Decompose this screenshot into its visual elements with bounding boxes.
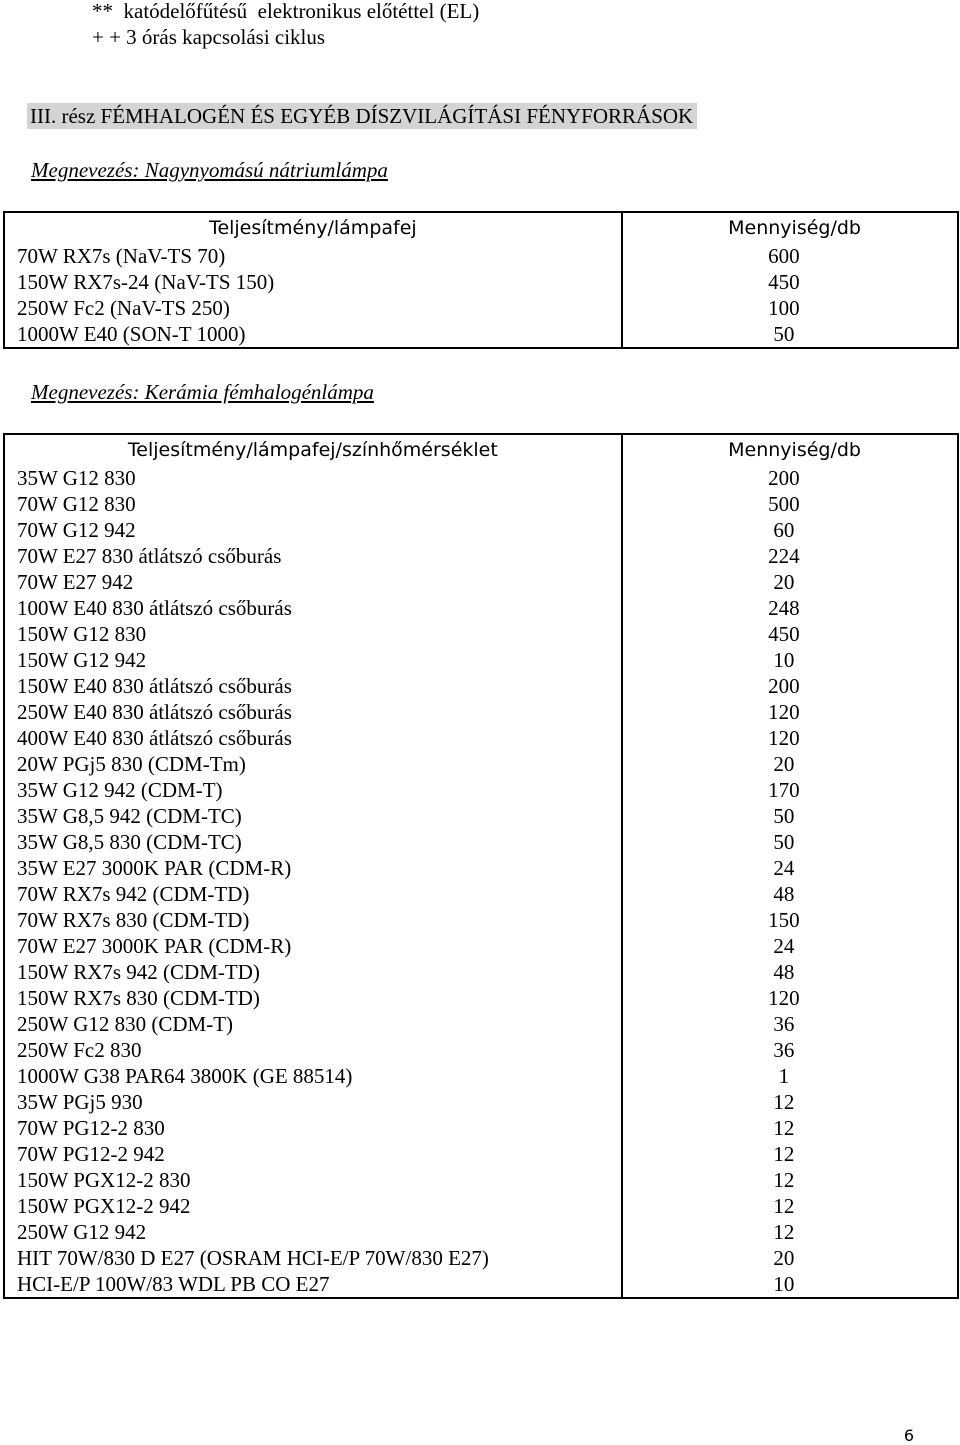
sodium-lamp-title: Megnevezés: Nagynyomású nátriumlámpa — [31, 158, 388, 182]
quantity-cell: 20 — [622, 1245, 958, 1271]
lamp-spec-cell: 250W E40 830 átlátszó csőburás — [4, 699, 622, 725]
lamp-spec-cell: HCI-E/P 100W/83 WDL PB CO E27 — [4, 1271, 622, 1298]
table-row — [4, 985, 958, 1011]
quantity-cell: 248 — [622, 595, 958, 621]
table-row — [4, 543, 958, 569]
column-header-quantity: Mennyiség/db — [622, 212, 958, 243]
table-row — [4, 777, 958, 803]
table-row — [4, 621, 958, 647]
table-header-row — [4, 434, 958, 465]
lamp-spec-cell: 35W G8,5 942 (CDM-TC) — [4, 803, 622, 829]
quantity-cell: 20 — [622, 751, 958, 777]
quantity-cell: 50 — [622, 321, 958, 348]
lamp-spec-cell: 35W PGj5 930 — [4, 1089, 622, 1115]
quantity-cell: 10 — [622, 1271, 958, 1298]
quantity-cell: 60 — [622, 517, 958, 543]
lamp-spec-cell: 150W RX7s 942 (CDM-TD) — [4, 959, 622, 985]
table-row — [4, 855, 958, 881]
lamp-spec-cell: 20W PGj5 830 (CDM-Tm) — [4, 751, 622, 777]
lamp-spec-cell: 70W RX7s 942 (CDM-TD) — [4, 881, 622, 907]
lamp-spec-cell: 70W E27 830 átlátszó csőburás — [4, 543, 622, 569]
quantity-cell: 12 — [622, 1141, 958, 1167]
quantity-cell: 500 — [622, 491, 958, 517]
lamp-spec-cell: 150W RX7s 830 (CDM-TD) — [4, 985, 622, 1011]
table-row — [4, 491, 958, 517]
table-row — [4, 269, 958, 295]
quantity-cell: 12 — [622, 1089, 958, 1115]
quantity-cell: 20 — [622, 569, 958, 595]
quantity-cell: 36 — [622, 1011, 958, 1037]
lamp-spec-cell: 1000W G38 PAR64 3800K (GE 88514) — [4, 1063, 622, 1089]
table-row — [4, 959, 958, 985]
quantity-cell: 120 — [622, 985, 958, 1011]
lamp-spec-cell: 70W RX7s 830 (CDM-TD) — [4, 907, 622, 933]
quantity-cell: 200 — [622, 673, 958, 699]
table-row — [4, 699, 958, 725]
lamp-spec-cell: 70W PG12-2 942 — [4, 1141, 622, 1167]
column-header-quantity: Mennyiség/db — [622, 434, 958, 465]
lamp-spec-cell: 150W PGX12-2 942 — [4, 1193, 622, 1219]
lamp-spec-cell: 150W RX7s-24 (NaV-TS 150) — [4, 269, 622, 295]
lamp-spec-cell: 250W G12 830 (CDM-T) — [4, 1011, 622, 1037]
table-row — [4, 1219, 958, 1245]
quantity-cell: 120 — [622, 725, 958, 751]
lamp-spec-cell: 35W E27 3000K PAR (CDM-R) — [4, 855, 622, 881]
lamp-spec-cell: 35W G8,5 830 (CDM-TC) — [4, 829, 622, 855]
lamp-spec-cell: 70W G12 942 — [4, 517, 622, 543]
ceramic-lamp-table — [3, 433, 959, 1299]
table-row — [4, 881, 958, 907]
quantity-cell: 24 — [622, 933, 958, 959]
table-row — [4, 803, 958, 829]
lamp-spec-cell: 35W G12 942 (CDM-T) — [4, 777, 622, 803]
lamp-spec-cell: 250W G12 942 — [4, 1219, 622, 1245]
table-row — [4, 517, 958, 543]
table-row — [4, 1167, 958, 1193]
table-row — [4, 907, 958, 933]
quantity-cell: 48 — [622, 959, 958, 985]
table-row — [4, 829, 958, 855]
ceramic-lamp-title: Megnevezés: Kerámia fémhalogénlámpa — [31, 380, 374, 404]
lamp-spec-cell: 400W E40 830 átlátszó csőburás — [4, 725, 622, 751]
table-row — [4, 933, 958, 959]
lamp-spec-cell: 250W Fc2 830 — [4, 1037, 622, 1063]
lamp-spec-cell: 70W E27 3000K PAR (CDM-R) — [4, 933, 622, 959]
lamp-spec-cell: 35W G12 830 — [4, 465, 622, 491]
lamp-spec-cell: 150W E40 830 átlátszó csőburás — [4, 673, 622, 699]
quantity-cell: 200 — [622, 465, 958, 491]
quantity-cell: 12 — [622, 1115, 958, 1141]
quantity-cell: 150 — [622, 907, 958, 933]
table-row — [4, 243, 958, 269]
table-row — [4, 1115, 958, 1141]
lamp-spec-cell: 250W Fc2 (NaV-TS 250) — [4, 295, 622, 321]
lamp-spec-cell: 150W G12 942 — [4, 647, 622, 673]
table-row — [4, 1245, 958, 1271]
lamp-spec-cell: 70W PG12-2 830 — [4, 1115, 622, 1141]
table-row — [4, 569, 958, 595]
quantity-cell: 12 — [622, 1193, 958, 1219]
table-row — [4, 1063, 958, 1089]
quantity-cell: 36 — [622, 1037, 958, 1063]
table-row — [4, 321, 958, 348]
table-row — [4, 1193, 958, 1219]
quantity-cell: 50 — [622, 829, 958, 855]
quantity-cell: 120 — [622, 699, 958, 725]
table-header-row — [4, 212, 958, 243]
table-row — [4, 1011, 958, 1037]
quantity-cell: 450 — [622, 621, 958, 647]
quantity-cell: 48 — [622, 881, 958, 907]
lamp-spec-cell: 150W G12 830 — [4, 621, 622, 647]
quantity-cell: 12 — [622, 1167, 958, 1193]
quantity-cell: 170 — [622, 777, 958, 803]
table-row — [4, 647, 958, 673]
lamp-spec-cell: 150W PGX12-2 830 — [4, 1167, 622, 1193]
note-electronic-ballast: ** katódelőfűtésű elektronikus előtéttel (EL) — [92, 0, 480, 23]
page-number: 6 — [903, 1426, 914, 1445]
quantity-cell: 50 — [622, 803, 958, 829]
table-row — [4, 1089, 958, 1115]
lamp-spec-cell: 70W G12 830 — [4, 491, 622, 517]
lamp-spec-cell: 70W RX7s (NaV-TS 70) — [4, 243, 622, 269]
table-row — [4, 1141, 958, 1167]
table-row — [4, 465, 958, 491]
column-header-power: Teljesítmény/lámpafej — [4, 212, 622, 243]
column-header-power-color-temp: Teljesítmény/lámpafej/színhőmérséklet — [4, 434, 622, 465]
table-row — [4, 673, 958, 699]
lamp-spec-cell: 70W E27 942 — [4, 569, 622, 595]
quantity-cell: 10 — [622, 647, 958, 673]
table-row — [4, 751, 958, 777]
quantity-cell: 224 — [622, 543, 958, 569]
lamp-spec-cell: 100W E40 830 átlátszó csőburás — [4, 595, 622, 621]
note-switching-cycle: + + 3 órás kapcsolási ciklus — [92, 25, 326, 49]
quantity-cell: 24 — [622, 855, 958, 881]
quantity-cell: 100 — [622, 295, 958, 321]
quantity-cell: 12 — [622, 1219, 958, 1245]
table-row — [4, 295, 958, 321]
sodium-lamp-table — [3, 211, 959, 349]
section-heading: III. rész FÉMHALOGÉN ÉS EGYÉB DÍSZVILÁGÍTÁSI FÉNYFORRÁSOK — [27, 103, 697, 129]
table-row — [4, 725, 958, 751]
quantity-cell: 600 — [622, 243, 958, 269]
quantity-cell: 1 — [622, 1063, 958, 1089]
table-row — [4, 595, 958, 621]
quantity-cell: 450 — [622, 269, 958, 295]
table-row — [4, 1037, 958, 1063]
lamp-spec-cell: 1000W E40 (SON-T 1000) — [4, 321, 622, 348]
table-row — [4, 1271, 958, 1298]
lamp-spec-cell: HIT 70W/830 D E27 (OSRAM HCI-E/P 70W/830 E27) — [4, 1245, 622, 1271]
